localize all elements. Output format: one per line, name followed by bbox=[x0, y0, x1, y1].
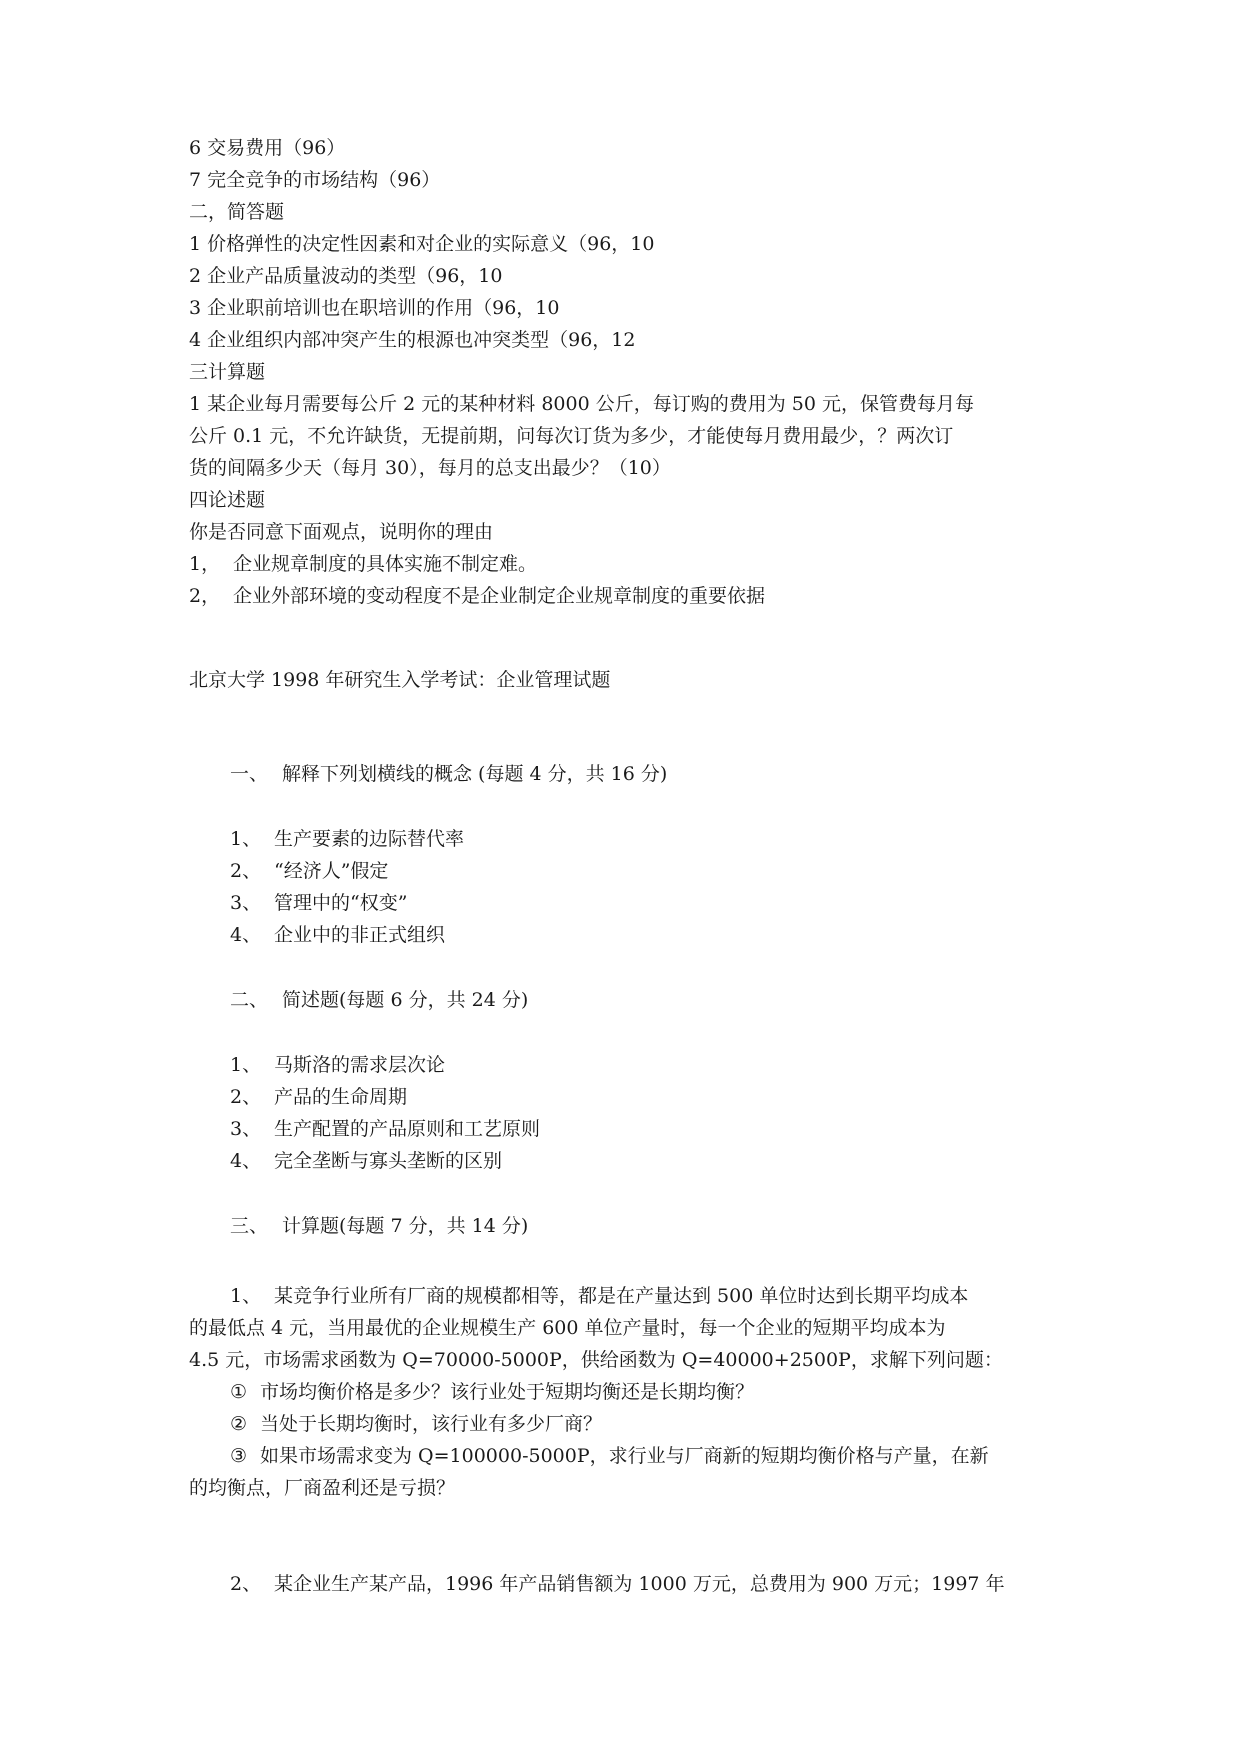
sub-question-continuation: 的均衡点，厂商盈利还是亏损？ bbox=[189, 1477, 456, 1499]
item-text: 企业中的非正式组织 bbox=[274, 924, 446, 946]
part-number: 三、 bbox=[230, 1215, 269, 1237]
item-number: 4、 bbox=[230, 924, 262, 946]
section-heading: 二，简答题 bbox=[189, 201, 285, 223]
item-number: 2、 bbox=[230, 860, 262, 882]
part-heading bbox=[230, 758, 667, 790]
question-line: 的最低点 4 元，当用最优的企业规模生产 600 单位产量时，每一个企业的短期平均成本为 bbox=[189, 1317, 946, 1339]
item-number: 1， bbox=[189, 553, 221, 575]
circled-number: ② bbox=[230, 1413, 248, 1435]
exam-title: 北京大学 1998 年研究生入学考试：企业管理试题 bbox=[189, 669, 611, 691]
item-text: 企业外部环境的变动程度不是企业制定企业规章制度的重要依据 bbox=[233, 585, 766, 607]
part-number: 二、 bbox=[230, 989, 269, 1011]
part-heading bbox=[230, 1210, 528, 1242]
list-item: 4 企业组织内部冲突产生的根源也冲突类型（96，12 bbox=[189, 329, 636, 351]
circled-number: ① bbox=[230, 1381, 248, 1403]
sub-question-text: 如果市场需求变为 Q=100000-5000P，求行业与厂商新的短期均衡价格与产量，在新 bbox=[260, 1445, 989, 1467]
item-text: 完全垄断与寡头垄断的区别 bbox=[274, 1150, 503, 1172]
list-item: 3 企业职前培训也在职培训的作用（96，10 bbox=[189, 297, 560, 319]
section-heading: 三计算题 bbox=[189, 361, 266, 383]
item-text: 生产要素的边际替代率 bbox=[274, 828, 465, 850]
list-item bbox=[230, 1113, 540, 1145]
part-number: 一、 bbox=[230, 763, 269, 785]
sub-question-text: 市场均衡价格是多少？该行业处于短期均衡还是长期均衡？ bbox=[260, 1381, 755, 1403]
text-line: 6 交易费用（96） bbox=[189, 137, 346, 159]
question-line bbox=[230, 1568, 1005, 1600]
circled-number: ③ bbox=[230, 1445, 248, 1467]
list-item: 2 企业产品质量波动的类型（96，10 bbox=[189, 265, 503, 287]
item-text: 管理中的“权变” bbox=[274, 892, 408, 914]
item-number: 4、 bbox=[230, 1150, 262, 1172]
sub-question bbox=[230, 1408, 602, 1440]
item-number: 1、 bbox=[230, 828, 262, 850]
part-title: 解释下列划横线的概念 (每题 4 分，共 16 分) bbox=[282, 763, 668, 785]
item-text: 生产配置的产品原则和工艺原则 bbox=[274, 1118, 541, 1140]
part-title: 简述题(每题 6 分，共 24 分) bbox=[282, 989, 529, 1011]
sub-question-text: 当处于长期均衡时，该行业有多少厂商？ bbox=[260, 1413, 603, 1435]
list-item bbox=[230, 1049, 445, 1081]
item-number: 3、 bbox=[230, 1118, 262, 1140]
item-number: 1、 bbox=[230, 1285, 262, 1307]
part-title: 计算题(每题 7 分，共 14 分) bbox=[282, 1215, 529, 1237]
question-text: 某竞争行业所有厂商的规模都相等，都是在产量达到 500 单位时达到长期平均成本 bbox=[274, 1285, 969, 1307]
list-item bbox=[230, 1081, 407, 1113]
list-item bbox=[230, 887, 407, 919]
question-line bbox=[230, 1280, 968, 1312]
list-item bbox=[189, 548, 537, 580]
question-line: 4.5 元，市场需求函数为 Q=70000-5000P，供给函数为 Q=40000+2500P，求解下列问题： bbox=[189, 1349, 1003, 1371]
text-line: 1 某企业每月需要每公斤 2 元的某种材料 8000 公斤，每订购的费用为 50 元，保管费每月每 bbox=[189, 393, 974, 415]
section-heading: 四论述题 bbox=[189, 489, 266, 511]
part-heading bbox=[230, 984, 528, 1016]
list-item: 1 价格弹性的决定性因素和对企业的实际意义（96，10 bbox=[189, 233, 655, 255]
text-line: 你是否同意下面观点，说明你的理由 bbox=[189, 521, 494, 543]
text-line: 7 完全竞争的市场结构（96） bbox=[189, 169, 441, 191]
item-number: 2、 bbox=[230, 1086, 262, 1108]
sub-question bbox=[230, 1440, 989, 1472]
item-number: 2、 bbox=[230, 1573, 262, 1595]
list-item bbox=[230, 855, 388, 887]
list-item bbox=[230, 919, 445, 951]
text-line: 货的间隔多少天（每月 30），每月的总支出最少？（10） bbox=[189, 457, 671, 479]
item-text: “经济人”假定 bbox=[274, 860, 389, 882]
item-number: 1、 bbox=[230, 1054, 262, 1076]
list-item bbox=[230, 1145, 502, 1177]
sub-question bbox=[230, 1376, 754, 1408]
list-item bbox=[189, 580, 765, 612]
item-number: 3、 bbox=[230, 892, 262, 914]
question-text: 某企业生产某产品，1996 年产品销售额为 1000 万元，总费用为 900 万元；1997 年 bbox=[274, 1573, 1005, 1595]
item-text: 马斯洛的需求层次论 bbox=[274, 1054, 446, 1076]
item-text: 产品的生命周期 bbox=[274, 1086, 408, 1108]
item-text: 企业规章制度的具体实施不制定难。 bbox=[233, 553, 538, 575]
item-number: 2， bbox=[189, 585, 221, 607]
text-line: 公斤 0.1 元，不允许缺货，无提前期，问每次订货为多少，才能使每月费用最少，？两次订 bbox=[189, 425, 954, 447]
list-item bbox=[230, 823, 464, 855]
